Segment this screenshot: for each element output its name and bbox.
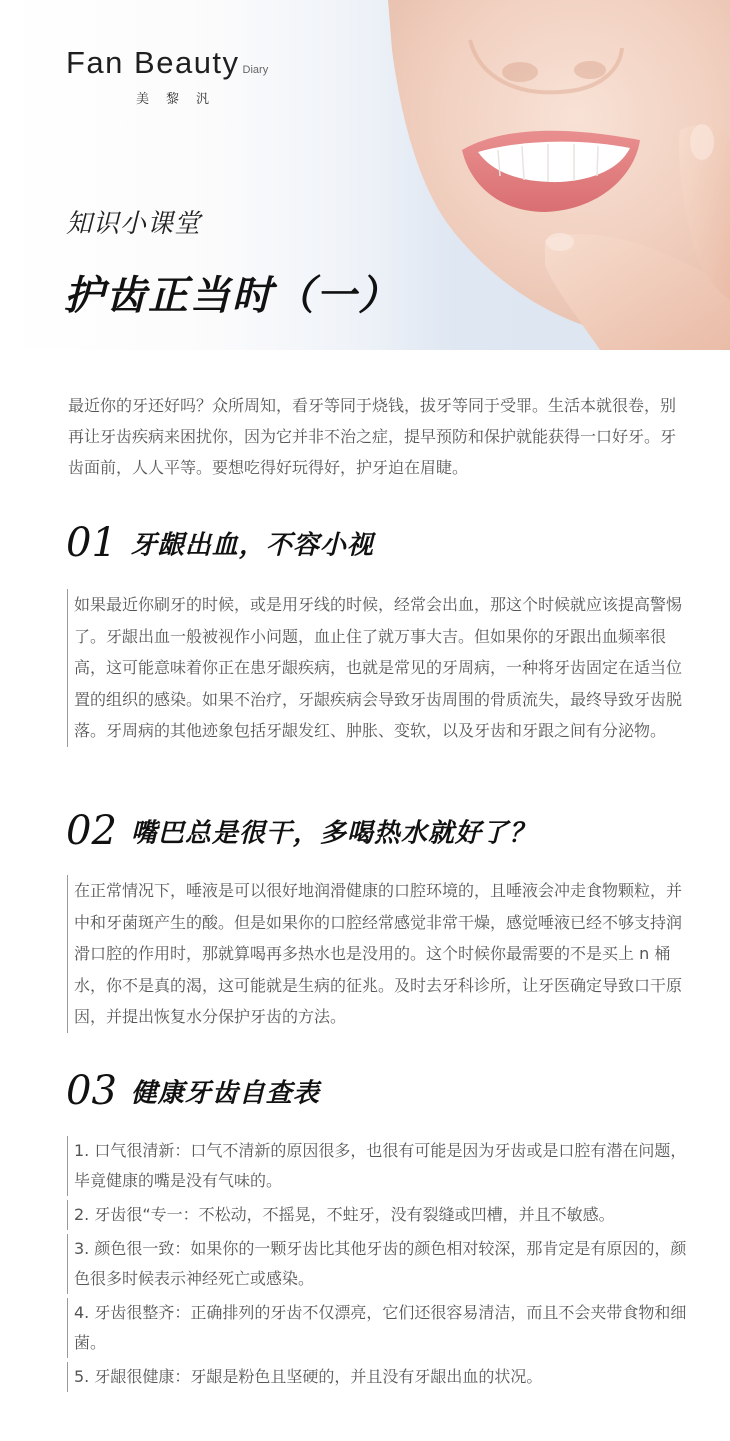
section-title: 牙龈出血，不容小视 — [130, 530, 374, 561]
section-number: 02 — [66, 808, 117, 854]
brand-name: Fan Beauty — [66, 45, 240, 80]
brand-sub: Diary — [242, 64, 269, 76]
intro-paragraph: 最近你的牙还好吗？众所周知，看牙等同于烧钱，拔牙等同于受罪。生活本就很卷，别再让牙齿疾病来困扰你，因为它并非不治之症，提早预防和保护就能获得一口好牙。牙齿面前，人人平等。要想吃得好玩得好，护牙迫在眉睫。 — [68, 396, 677, 477]
brand-logo — [66, 45, 268, 81]
checklist-item: 2. 牙齿很“专一：不松动，不摇晃，不蛀牙，没有裂缝或凹槽，并且不敏感。 — [67, 1200, 692, 1230]
checklist-item: 5. 牙龈很健康：牙龈是粉色且坚硬的，并且没有牙龈出血的状况。 — [67, 1362, 692, 1392]
checklist-item: 1. 口气很清新：口气不清新的原因很多，也很有可能是因为牙齿或是口腔有潜在问题，毕竟健康的嘴是没有气味的。 — [67, 1136, 692, 1196]
brand-chinese-name: 美黎汎 — [136, 92, 227, 107]
section-title: 健康牙齿自查表 — [130, 1078, 320, 1109]
checklist-item: 4. 牙齿很整齐：正确排列的牙齿不仅漂亮，它们还很容易清洁，而且不会夹带食物和细菌。 — [67, 1298, 692, 1358]
section-kicker: 知识小课堂 — [66, 209, 202, 239]
page-title: 护齿正当时（一） — [64, 273, 400, 319]
checklist-item: 3. 颜色很一致：如果你的一颗牙齿比其他牙齿的颜色相对较深，那肯定是有原因的，颜色很多时候表示神经死亡或感染。 — [67, 1234, 692, 1294]
hero-banner — [0, 0, 730, 350]
health-checklist — [67, 1136, 692, 1396]
section-title: 嘴巴总是很干，多喝热水就好了？ — [130, 818, 536, 849]
section-body-01: 如果最近你刷牙的时候，或是用牙线的时候，经常会出血，那这个时候就应该提高警惕了。牙龈出血一般被视作小问题，血止住了就万事大吉。但如果你的牙跟出血频率很高，这可能意味着你正在患牙龈疾病，也就是常见的牙周病，一种将牙齿固定在适当位置的组织的感染。如果不治疗，牙龈疾病会导致牙齿周围的骨质流失，最终导致牙齿脱落。牙周病的其他迹象包括牙龈发红、肿胀、变软，以及牙齿和牙跟之间有分泌物。 — [67, 589, 687, 747]
section-number: 03 — [66, 1068, 117, 1114]
section-heading-03 — [66, 1068, 320, 1114]
section-heading-02 — [66, 808, 536, 854]
section-body-02: 在正常情况下，唾液是可以很好地润滑健康的口腔环境的，且唾液会冲走食物颗粒，并中和牙菌斑产生的酸。但是如果你的口腔经常感觉非常干燥，感觉唾液已经不够支持润滑口腔的作用时，那就算喝再多热水也是没用的。这个时候你最需要的不是买上 n 桶水，你不是真的渴，这可能就是生病的征兆。及时去牙科诊所，让牙医确定导致口干原因，并提出恢复水分保护牙齿的方法。 — [67, 875, 687, 1033]
section-number: 01 — [66, 520, 117, 566]
section-heading-01 — [66, 520, 374, 566]
